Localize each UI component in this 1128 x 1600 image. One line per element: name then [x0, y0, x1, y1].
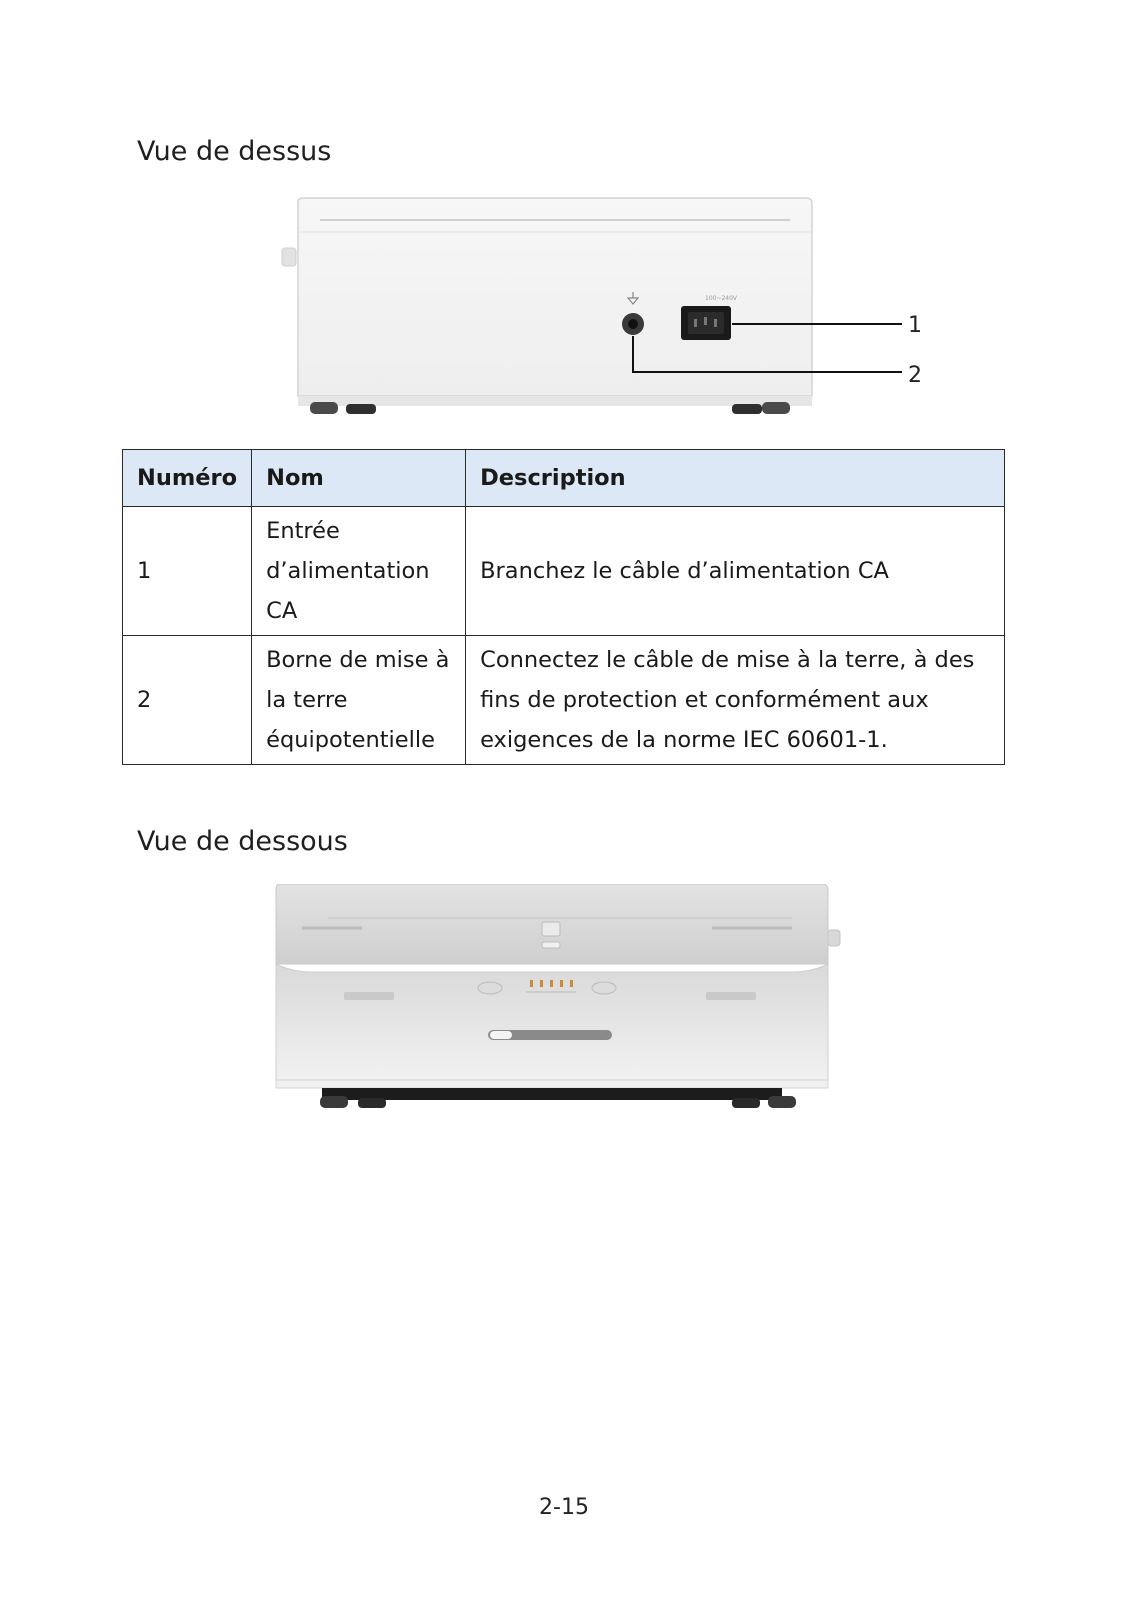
callout-label-1: 1	[908, 313, 922, 338]
section-title-bottom-view: Vue de dessous	[137, 826, 348, 857]
device-bottom-view-figure	[272, 884, 862, 1132]
table-header-row	[123, 450, 1005, 507]
section-title-top-view: Vue de dessus	[137, 136, 332, 167]
row-number: 2	[123, 636, 252, 765]
ac-inlet-icon	[681, 306, 731, 340]
header-number: Numéro	[123, 450, 252, 507]
voltage-rating-label: 100~240V	[705, 295, 738, 302]
page-number: 2-15	[539, 1495, 589, 1520]
callout-label-2: 2	[908, 363, 922, 388]
row-description: Branchez le câble d’alimentation CA	[466, 507, 1005, 636]
header-name: Nom	[252, 450, 466, 507]
row-number: 1	[123, 507, 252, 636]
parts-table	[122, 449, 1005, 765]
device-top-view-illustration	[280, 196, 960, 432]
row-name: Entrée d’alimentation CA	[252, 507, 466, 636]
row-description: Connectez le câble de mise à la terre, à des fins de protection et conformément aux exigences de la norme IEC 60601-1.	[466, 636, 1005, 765]
device-top-view-figure	[280, 196, 960, 432]
table-row	[123, 636, 1005, 765]
header-description: Description	[466, 450, 1005, 507]
table-row	[123, 507, 1005, 636]
row-name: Borne de mise à la terre équipotentielle	[252, 636, 466, 765]
device-bottom-view-illustration	[272, 884, 862, 1132]
ground-terminal-icon	[622, 313, 644, 335]
